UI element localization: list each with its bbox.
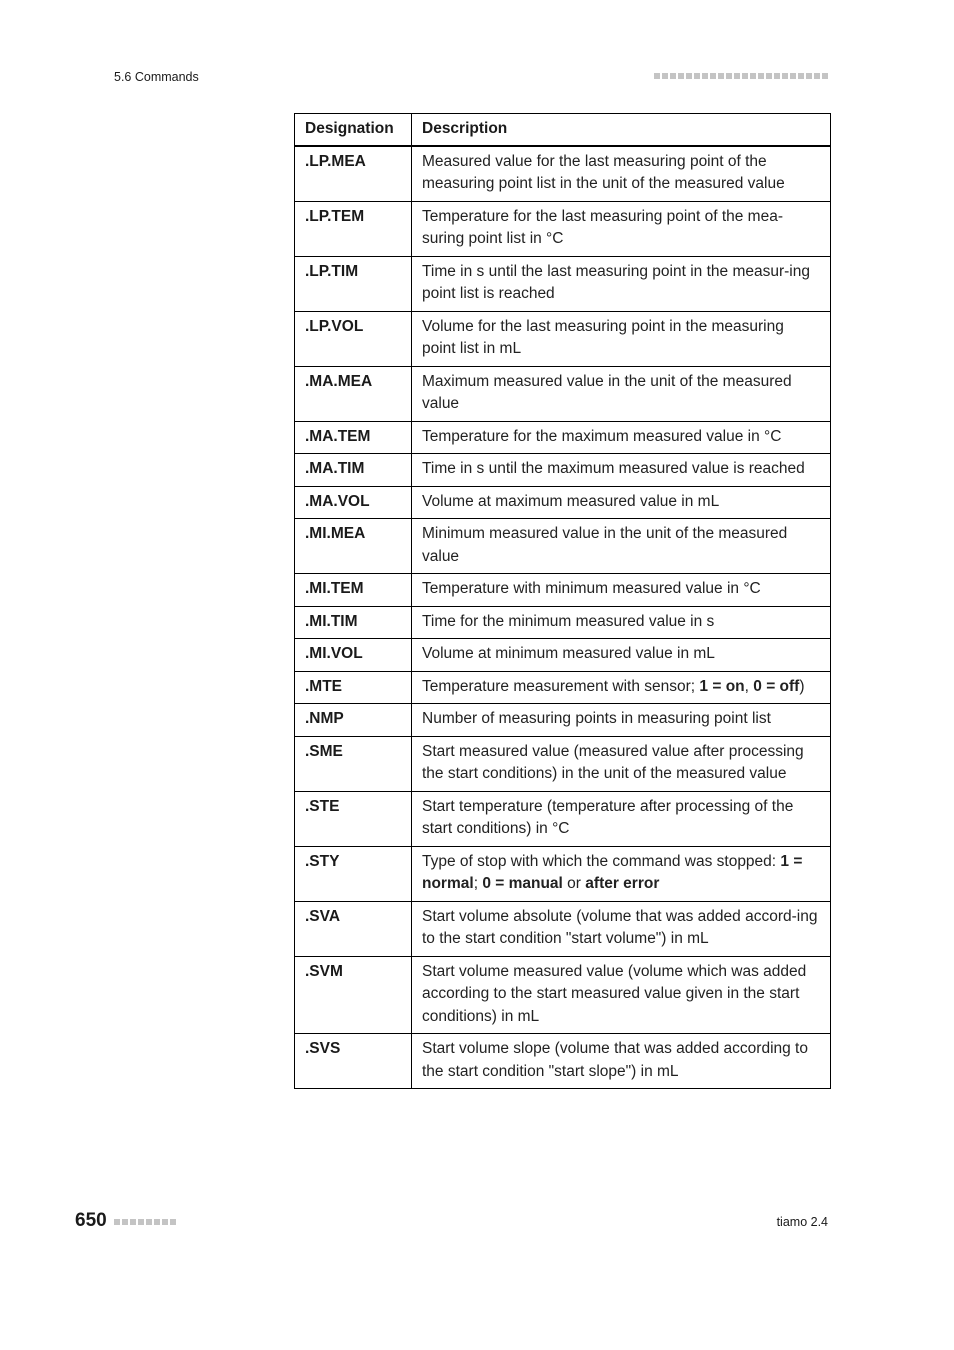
designation-cell: .STE (295, 791, 412, 846)
table-row (295, 146, 831, 202)
description-cell: Volume at maximum measured value in mL (412, 486, 831, 519)
description-cell: Start temperature (temperature after processing of the start conditions) in °C (412, 791, 831, 846)
table-row (295, 1034, 831, 1089)
table-row (295, 846, 831, 901)
designation-cell: .MI.TIM (295, 606, 412, 639)
product-name: tiamo 2.4 (776, 1215, 828, 1229)
table-row (295, 574, 831, 607)
designation-cell: .MTE (295, 671, 412, 704)
value-off: 0 = off (753, 677, 800, 695)
description-cell: Time in s until the maximum measured value is reached (412, 454, 831, 487)
description-cell: Temperature for the last measuring point of the mea-suring point list in °C (412, 201, 831, 256)
table-row (295, 956, 831, 1034)
desc-text: or (562, 875, 586, 892)
table-row (295, 366, 831, 421)
table-row (295, 901, 831, 956)
description-cell: Volume at minimum measured value in mL (412, 639, 831, 672)
designation-cell: .STY (295, 846, 412, 901)
description-cell: Time for the minimum measured value in s (412, 606, 831, 639)
column-header-designation: Designation (295, 114, 412, 146)
description-cell: Volume for the last measuring point in the measuring point list in mL (412, 311, 831, 366)
designation-cell: .LP.MEA (295, 146, 412, 202)
table-row (295, 421, 831, 454)
table-row (295, 791, 831, 846)
description-cell: Start measured value (measured value after processing the start conditions) in the unit of the measured value (412, 736, 831, 791)
command-variables-table (294, 113, 831, 1089)
header-decoration-dots (654, 73, 828, 79)
desc-text: ; (473, 875, 483, 892)
table-row (295, 704, 831, 737)
description-cell: Number of measuring points in measuring point list (412, 704, 831, 737)
designation-cell: .MI.TEM (295, 574, 412, 607)
description-cell: Temperature for the maximum measured value in °C (412, 421, 831, 454)
designation-cell: .LP.VOL (295, 311, 412, 366)
table-header-row (295, 114, 831, 146)
designation-cell: .SVS (295, 1034, 412, 1089)
description-cell: Temperature with minimum measured value in °C (412, 574, 831, 607)
designation-cell: .MI.MEA (295, 519, 412, 574)
value-normal: 1 = normal (422, 852, 803, 892)
table-row (295, 201, 831, 256)
description-cell (412, 671, 831, 704)
table-row (295, 606, 831, 639)
description-cell: Start volume slope (volume that was added according to the start condition "start slope") in mL (412, 1034, 831, 1089)
description-cell: Minimum measured value in the unit of the measured value (412, 519, 831, 574)
value-manual: 0 = manual (482, 875, 563, 892)
designation-cell: .LP.TEM (295, 201, 412, 256)
description-cell: Time in s until the last measuring point in the measur-ing point list is reached (412, 256, 831, 311)
description-cell: Start volume measured value (volume which was added according to the start measured value given in the start conditions) in mL (412, 956, 831, 1034)
desc-text: Type of stop with which the command was stopped: (422, 852, 781, 870)
desc-text: Temperature measurement with sensor; (422, 677, 700, 695)
designation-cell: .LP.TIM (295, 256, 412, 311)
designation-cell: .MA.TEM (295, 421, 412, 454)
designation-cell: .MI.VOL (295, 639, 412, 672)
designation-cell: .SVM (295, 956, 412, 1034)
table-row (295, 736, 831, 791)
designation-cell: .SVA (295, 901, 412, 956)
designation-cell: .MA.MEA (295, 366, 412, 421)
designation-cell: .MA.TIM (295, 454, 412, 487)
table-row (295, 311, 831, 366)
footer-decoration-dots (114, 1219, 176, 1225)
table-row (295, 486, 831, 519)
description-cell: Start volume absolute (volume that was added accord-ing to the start condition "start volume") in mL (412, 901, 831, 956)
designation-cell: .MA.VOL (295, 486, 412, 519)
desc-text: , (744, 677, 754, 695)
desc-text: ) (799, 677, 805, 695)
designation-cell: .NMP (295, 704, 412, 737)
designation-cell: .SME (295, 736, 412, 791)
table-row (295, 256, 831, 311)
table-row (295, 639, 831, 672)
page-number: 650 (75, 1210, 107, 1231)
column-header-description: Description (412, 114, 831, 146)
value-after-error: after error (585, 875, 660, 892)
description-cell (412, 846, 831, 901)
description-cell: Maximum measured value in the unit of the measured value (412, 366, 831, 421)
table-row (295, 671, 831, 704)
value-on: 1 = on (699, 677, 745, 695)
table-row (295, 519, 831, 574)
table-row (295, 454, 831, 487)
description-cell: Measured value for the last measuring point of the measuring point list in the unit of the measured value (412, 146, 831, 202)
running-header-section: 5.6 Commands (114, 70, 199, 84)
